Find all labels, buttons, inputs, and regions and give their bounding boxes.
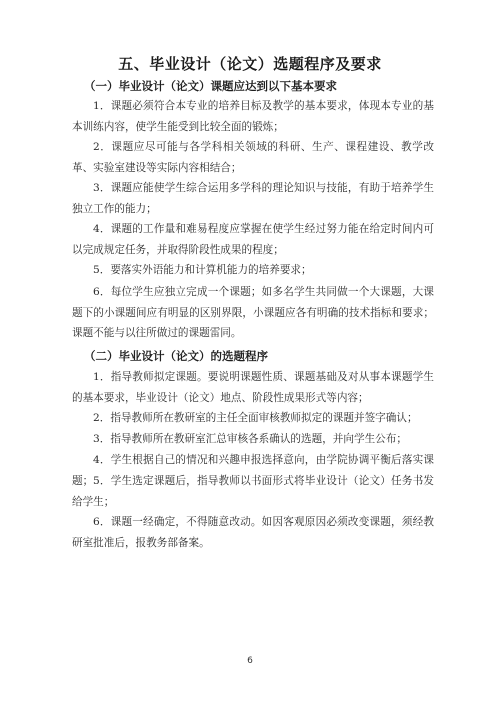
- section-heading-requirements: （一）毕业设计（论文）课题应达到以下基本要求: [84, 79, 337, 93]
- page-title: 五、毕业设计（论文）选题程序及要求: [118, 55, 382, 73]
- requirement-item: 4．课题的工作量和难易程度应掌握在使学生经过努力能在给定时间内可以完成规定任务，并取得阶段性成果的程度；: [72, 223, 434, 256]
- procedure-item: 4．学生根据自己的情况和兴趣申报选择意向，由学院协调平衡后落实课题；: [72, 454, 434, 487]
- requirement-item: 3．课题应能使学生综合运用多学科的理论知识与技能，有助于培养学生独立工作的能力；: [72, 182, 434, 215]
- procedure-item: 3．指导教师所在教研室汇总审核各系确认的选题，并向学生公布；: [93, 433, 407, 445]
- procedure-item: 2．指导教师所在教研室的主任全面审核教师拟定的课题并签字确认；: [93, 412, 418, 424]
- requirement-item: 1．课题必须符合本专业的培养目标及教学的基本要求，体现本专业的基本训练内容，使学生能受到比较全面的锻炼；: [72, 100, 434, 133]
- page-number: 6: [247, 656, 253, 666]
- procedure-item: 6．课题一经确定，不得随意改动。如因客观原因必须改变课题，须经教研室批准后，报教务部备案。: [72, 516, 434, 549]
- procedure-item: 5．学生选定课题后，指导教师以书面形式将毕业设计（论文）任务书发给学生；: [72, 475, 434, 508]
- requirement-item: 5．要落实外语能力和计算机能力的培养要求；: [93, 264, 312, 276]
- procedure-item: 1．指导教师拟定课题。要说明课题性质、课题基础及对从事本课题学生的基本要求，毕业设计（论文）地点、阶段性成果形式等内容；: [72, 371, 434, 404]
- section-heading-procedure: （二）毕业设计（论文）的选题程序: [84, 349, 268, 363]
- requirement-item: 2．课题应尽可能与各学科相关领域的科研、生产、课程建设、教学改革、实验室建设等实际内容相结合；: [72, 141, 434, 174]
- requirement-item: 6．每位学生应独立完成一个课题；如多名学生共同做一个大课题，大课题下的小课题间应有明显的区别界限，小课题应各有明确的技术指标和要求；课题不能与以往所做过的课题雷同。: [72, 286, 434, 339]
